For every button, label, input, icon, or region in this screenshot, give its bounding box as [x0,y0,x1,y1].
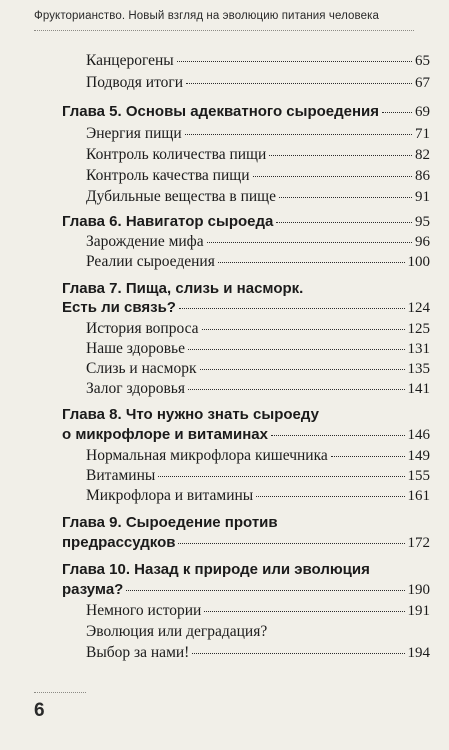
toc-entry[interactable] [86,360,430,378]
toc-chapter-10-title-line1[interactable]: Глава 10. Назад к природе или эволюция [62,561,370,578]
toc-entry-page: 146 [407,427,430,443]
toc-entry-page: 161 [407,488,430,504]
toc-chapter-9-title-line1[interactable]: Глава 9. Сыроедение против [62,514,278,531]
toc-entry-page: 91 [415,189,430,205]
page-number: 6 [34,700,45,721]
toc-entry-title: Контроль количества пищи [86,146,267,163]
toc-chapter-title: о микрофлоре и витаминах [62,426,268,443]
toc-entry[interactable] [86,320,430,338]
dot-leader [178,543,404,544]
dot-leader [256,496,404,497]
dot-leader [218,262,405,263]
dot-leader [253,176,412,177]
dot-leader [331,456,405,457]
dot-leader [276,222,412,223]
toc-entry-title: Залог здоровья [86,380,185,397]
dot-leader [269,155,412,156]
dot-leader [126,590,404,591]
toc-chapter-7[interactable] [62,299,430,317]
toc-entry-title: Выбор за нами! [86,644,190,661]
toc-entry[interactable] [86,487,430,505]
dot-leader [177,61,412,62]
dot-leader [192,653,404,654]
toc-entry-page: 65 [415,53,430,69]
toc-chapter-title: Глава 5. Основы адекватного сыроедения [62,103,380,120]
dot-leader [188,389,405,390]
toc-entry-page: 141 [407,381,430,397]
toc-chapter-10[interactable] [62,581,430,599]
toc-entry[interactable] [86,602,430,620]
dot-leader [158,476,404,477]
toc-entry-page: 71 [415,126,430,142]
dot-leader [279,197,412,198]
toc-entry[interactable] [86,467,430,485]
toc-entry-title: Нормальная микрофлора кишечника [86,447,328,464]
toc-entry-page: 125 [407,321,430,337]
toc-chapter-title: Есть ли связь? [62,299,176,316]
toc-entry[interactable] [86,644,430,662]
dot-leader [185,134,412,135]
toc-entry[interactable] [86,167,430,185]
dot-leader [204,611,404,612]
toc-entry[interactable] [86,188,430,206]
toc-chapter-title: предрассудков [62,534,176,551]
dot-leader [202,329,405,330]
toc-chapter-8[interactable] [62,426,430,444]
toc-entry-title: Слизь и насморк [86,360,197,377]
running-header: Фрукторианство. Новый взгляд на эволюцию питания человека [34,10,380,22]
toc-entry[interactable] [86,623,430,641]
toc-entry-title: Контроль качества пищи [86,167,250,184]
header-divider [34,30,414,31]
dot-leader [200,369,405,370]
toc-entry-page: 131 [407,341,430,357]
toc-entry-page: 82 [415,147,430,163]
dot-leader [179,308,405,309]
toc-chapter-5[interactable] [62,103,430,121]
footer-divider [34,692,86,693]
toc-chapter-title: Глава 6. Навигатор сыроеда [62,213,274,230]
toc-entry-title: Подводя итоги [86,74,184,91]
toc-entry-page: 124 [407,300,430,316]
toc-chapter-7-title-line1[interactable]: Глава 7. Пища, слизь и насморк. [62,280,304,297]
toc-chapter-title: разума? [62,581,124,598]
toc-entry[interactable] [86,340,430,358]
toc-entry-title: Наше здоровье [86,340,186,357]
toc-entry-page: 67 [415,75,430,91]
toc-entry-page: 69 [415,104,430,120]
toc-entry-title: Реалии сыроедения [86,253,215,270]
toc-entry-page: 86 [415,168,430,184]
toc-entry-title: Зарождение мифа [86,233,204,250]
toc-chapter-6[interactable] [62,213,430,231]
dot-leader [271,435,405,436]
toc-entry-page: 95 [415,214,430,230]
toc-entry-page: 96 [415,234,430,250]
dot-leader [382,112,412,113]
toc-entry[interactable] [86,380,430,398]
toc-entry-title: Дубильные вещества в пище [86,188,276,205]
toc-entry-title: Микрофлора и витамины [86,487,254,504]
toc-entry-title: Эволюция или деградация? [86,623,268,640]
toc-entry[interactable] [86,146,430,164]
dot-leader [207,242,412,243]
toc-entry[interactable] [86,447,430,465]
toc-entry[interactable] [86,233,430,251]
toc-entry-page: 155 [407,468,430,484]
toc-entry-title: Витамины [86,467,156,484]
dot-leader [186,83,412,84]
toc-entry-page: 135 [407,361,430,377]
toc-entry[interactable] [86,52,430,70]
toc-entry-page: 194 [407,645,430,661]
dot-leader [188,349,404,350]
toc-entry-title: Энергия пищи [86,125,182,142]
toc-entry-page: 190 [407,582,430,598]
toc-entry-page: 149 [407,448,430,464]
toc-entry-title: Канцерогены [86,52,174,69]
toc-chapter-8-title-line1[interactable]: Глава 8. Что нужно знать сыроеду [62,406,319,423]
toc-entry-page: 100 [407,254,430,270]
toc-entry-page: 172 [407,535,430,551]
toc-chapter-9[interactable] [62,534,430,552]
toc-entry-title: История вопроса [86,320,199,337]
toc-entry[interactable] [86,74,430,92]
toc-entry-title: Немного истории [86,602,202,619]
toc-entry[interactable] [86,125,430,143]
toc-entry-page: 191 [407,603,430,619]
toc-entry[interactable] [86,253,430,271]
